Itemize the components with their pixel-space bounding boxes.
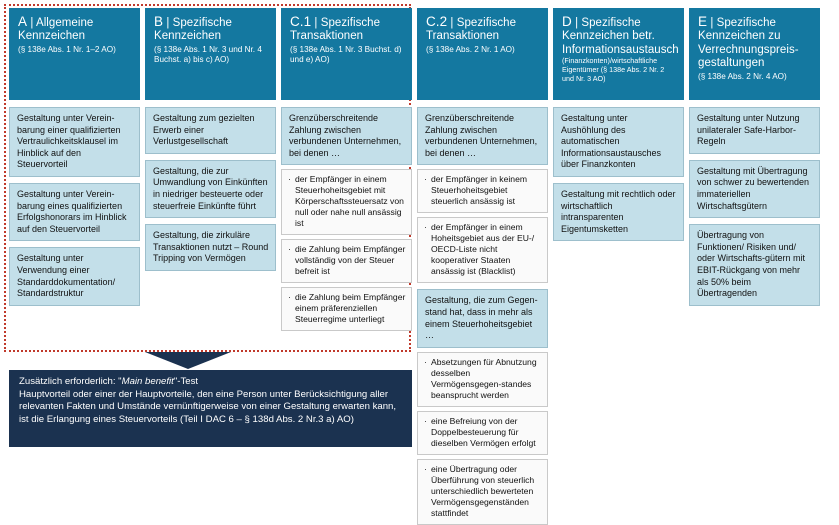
column-b-title-text: Spezifische Kennzeichen xyxy=(154,17,232,43)
banner-heading-prefix: Zusätzlich erforderlich: " xyxy=(19,376,122,387)
card-d-1: Gestaltung unter Aushöhlung des automatischen Informationsaustausches über Finanzkonten xyxy=(553,107,684,177)
card-b-2: Gestaltung, die zur Umwandlung von Einkünften in niedriger besteuerte oder steuerfreie Einkünfte führt xyxy=(145,160,276,218)
column-e-title-text: Spezifische Kennzeichen zu Verrechnungspreis-gestaltungen xyxy=(698,17,799,70)
card-e-3: Übertragung von Funktionen/ Risiken und/ oder Wirtschafts-gütern mit EBIT-Rückgang von mehr als 50% beim Übertragenden xyxy=(689,224,820,306)
column-c2-title-text: Spezifische Transaktionen xyxy=(426,17,517,43)
column-c1-header xyxy=(281,8,412,100)
card-c2-lead-2: Gestaltung, die zum Gegen-stand hat, dass in mehr als einem Steuerhoheitsgebiet … xyxy=(417,289,548,347)
column-e-letter: E xyxy=(698,14,708,29)
bullet-c2-1-2-text: der Empfänger in einem Hoheitsgebiet aus der EU-/ OECD-Liste nicht kooperativer Staaten ansässig ist (Blacklist) xyxy=(431,222,535,277)
column-d xyxy=(553,8,684,525)
column-c1-title-text: Spezifische Transaktionen xyxy=(290,17,381,43)
banner-heading xyxy=(19,376,403,389)
column-d-header xyxy=(553,8,684,100)
bullet-c2-1-2 xyxy=(417,217,548,283)
column-b-title xyxy=(154,15,268,44)
column-b-separator: | xyxy=(166,17,173,29)
bullet-glyph: · xyxy=(424,174,427,185)
column-e-subtitle: (§ 138e Abs. 2 Nr. 4 AO) xyxy=(698,71,787,81)
column-c1-letter: C.1 xyxy=(290,14,312,29)
card-b-3: Gestaltung, die zirkuläre Transaktionen nutzt – Round Tripping von Vermögen xyxy=(145,224,276,271)
column-b-letter: B xyxy=(154,14,164,29)
card-a-2: Gestaltung unter Verein-barung eines qualifizierten Erfolgshonorars im Hinblick auf den Steuervorteil xyxy=(9,183,140,241)
banner-body: Hauptvorteil oder einer der Hauptvorteile, den eine Person unter Berücksichtigung aller relevanten Fakten und Umstände vernünftigerweise von einer Gestaltung erwarten kann, ist die Erlangung eines Steuervorteils (Teil I DAC 6 – § 138d Abs. 2 Nr.3 a) AO) xyxy=(19,388,397,425)
down-arrow-icon xyxy=(145,352,231,369)
column-b-header xyxy=(145,8,276,100)
bullet-c1-3-text: die Zahlung beim Empfänger einem präferenziellen Steuerregime unterliegt xyxy=(295,292,406,325)
card-e-2: Gestaltung mit Übertragung von schwer zu bewertenden immateriellen Wirtschaftsgütern xyxy=(689,160,820,218)
card-e-1: Gestaltung unter Nutzung unilateraler Safe-Harbor-Regeln xyxy=(689,107,820,154)
bullet-glyph: · xyxy=(288,244,291,255)
card-a-3: Gestaltung unter Verwendung einer Standarddokumentation/ Standardstruktur xyxy=(9,247,140,305)
bullet-c2-2-2 xyxy=(417,411,548,455)
column-a-letter: A xyxy=(18,14,28,29)
column-e-title xyxy=(698,15,812,71)
bullet-glyph: · xyxy=(424,463,427,474)
column-c2-separator: | xyxy=(450,17,457,29)
column-c1-subtitle: (§ 138e Abs. 1 Nr. 3 Buchst. d) und e) AO) xyxy=(290,44,402,64)
column-d-title-text: Spezifische Kennzeichen betr. Informationsaustausch xyxy=(562,17,679,56)
column-c1-title xyxy=(290,15,404,44)
column-d-subtitle: (Finanzkonten)/wirtschaftliche Eigentümer (§ 138e Abs. 2 Nr. 2 und Nr. 3 AO) xyxy=(562,56,665,83)
card-c2-lead-1: Grenzüberschreitende Zahlung zwischen verbundenen Unternehmen, bei denen … xyxy=(417,107,548,165)
bullet-glyph: · xyxy=(424,356,427,367)
card-c1-lead: Grenzüberschreitende Zahlung zwischen verbundenen Unternehmen, bei denen … xyxy=(281,107,412,165)
column-c2-letter: C.2 xyxy=(426,14,448,29)
column-d-letter: D xyxy=(562,14,572,29)
card-b-1: Gestaltung zum gezielten Erwerb einer Verlustgesellschaft xyxy=(145,107,276,154)
bullet-glyph: · xyxy=(424,415,427,426)
card-d-2: Gestaltung mit rechtlich oder wirtschaftlich intransparenten Eigentumsketten xyxy=(553,183,684,241)
column-e-separator: | xyxy=(710,17,717,29)
bullet-c1-2 xyxy=(281,239,412,283)
bullet-glyph: · xyxy=(288,174,291,185)
column-a-title-text: Allgemeine Kennzeichen xyxy=(18,17,94,43)
column-c2-title xyxy=(426,15,540,44)
bullet-c2-2-1-text: Absetzungen für Abnutzung desselben Vermögensgegen-standes beansprucht werden xyxy=(431,356,537,400)
column-b xyxy=(145,8,276,525)
column-a xyxy=(9,8,140,525)
bullet-c1-3 xyxy=(281,287,412,331)
bullet-glyph: · xyxy=(288,292,291,303)
bullet-c1-1-text: der Empfänger in einem Steuerhoheitsgebiet mit Körperschaftssteuersatz von null oder nahe null ansässig ist xyxy=(295,174,404,229)
bullet-c2-2-3 xyxy=(417,459,548,525)
column-c2 xyxy=(417,8,548,525)
banner-heading-italic: Main benefit xyxy=(121,376,174,387)
banner-heading-suffix: "-Test xyxy=(173,376,199,387)
column-d-title xyxy=(562,14,679,57)
column-a-header xyxy=(9,8,140,100)
column-e xyxy=(689,8,820,525)
bullet-c2-2-2-text: eine Befreiung von der Doppelbesteuerung für dieselben Vermögen erfolgt xyxy=(431,415,536,448)
card-a-1: Gestaltung unter Verein-barung einer qualifizierten Vertraulichkeitsklausel im Hinblick auf den Steuervorteil xyxy=(9,107,140,177)
column-c1-separator: | xyxy=(314,17,321,29)
column-d-separator: | xyxy=(575,17,582,29)
bullet-c2-1-1-text: der Empfänger in keinem Steuerhoheitsgebiet steuerlich ansässig ist xyxy=(431,174,528,207)
column-c2-header xyxy=(417,8,548,100)
main-benefit-test-banner xyxy=(9,370,412,447)
bullet-c1-2-text: die Zahlung beim Empfänger vollständig von der Steuer befreit ist xyxy=(295,244,406,277)
bullet-c1-1 xyxy=(281,169,412,235)
bullet-c2-2-3-text: eine Übertragung oder Überführung von steuerlich unterschiedlich bewerteten Vermögensgegenständen stattfindet xyxy=(431,463,535,518)
column-a-separator: | xyxy=(30,17,36,29)
bullet-c2-1-1 xyxy=(417,169,548,213)
column-e-header xyxy=(689,8,820,100)
bullet-c2-2-1 xyxy=(417,352,548,407)
column-a-subtitle: (§ 138e Abs. 1 Nr. 1–2 AO) xyxy=(18,44,116,54)
column-b-subtitle: (§ 138e Abs. 1 Nr. 3 und Nr. 4 Buchst. a) bis c) AO) xyxy=(154,44,262,64)
column-c1 xyxy=(281,8,412,525)
column-c2-subtitle: (§ 138e Abs. 2 Nr. 1 AO) xyxy=(426,44,515,54)
column-a-title xyxy=(18,15,132,44)
bullet-glyph: · xyxy=(424,222,427,233)
